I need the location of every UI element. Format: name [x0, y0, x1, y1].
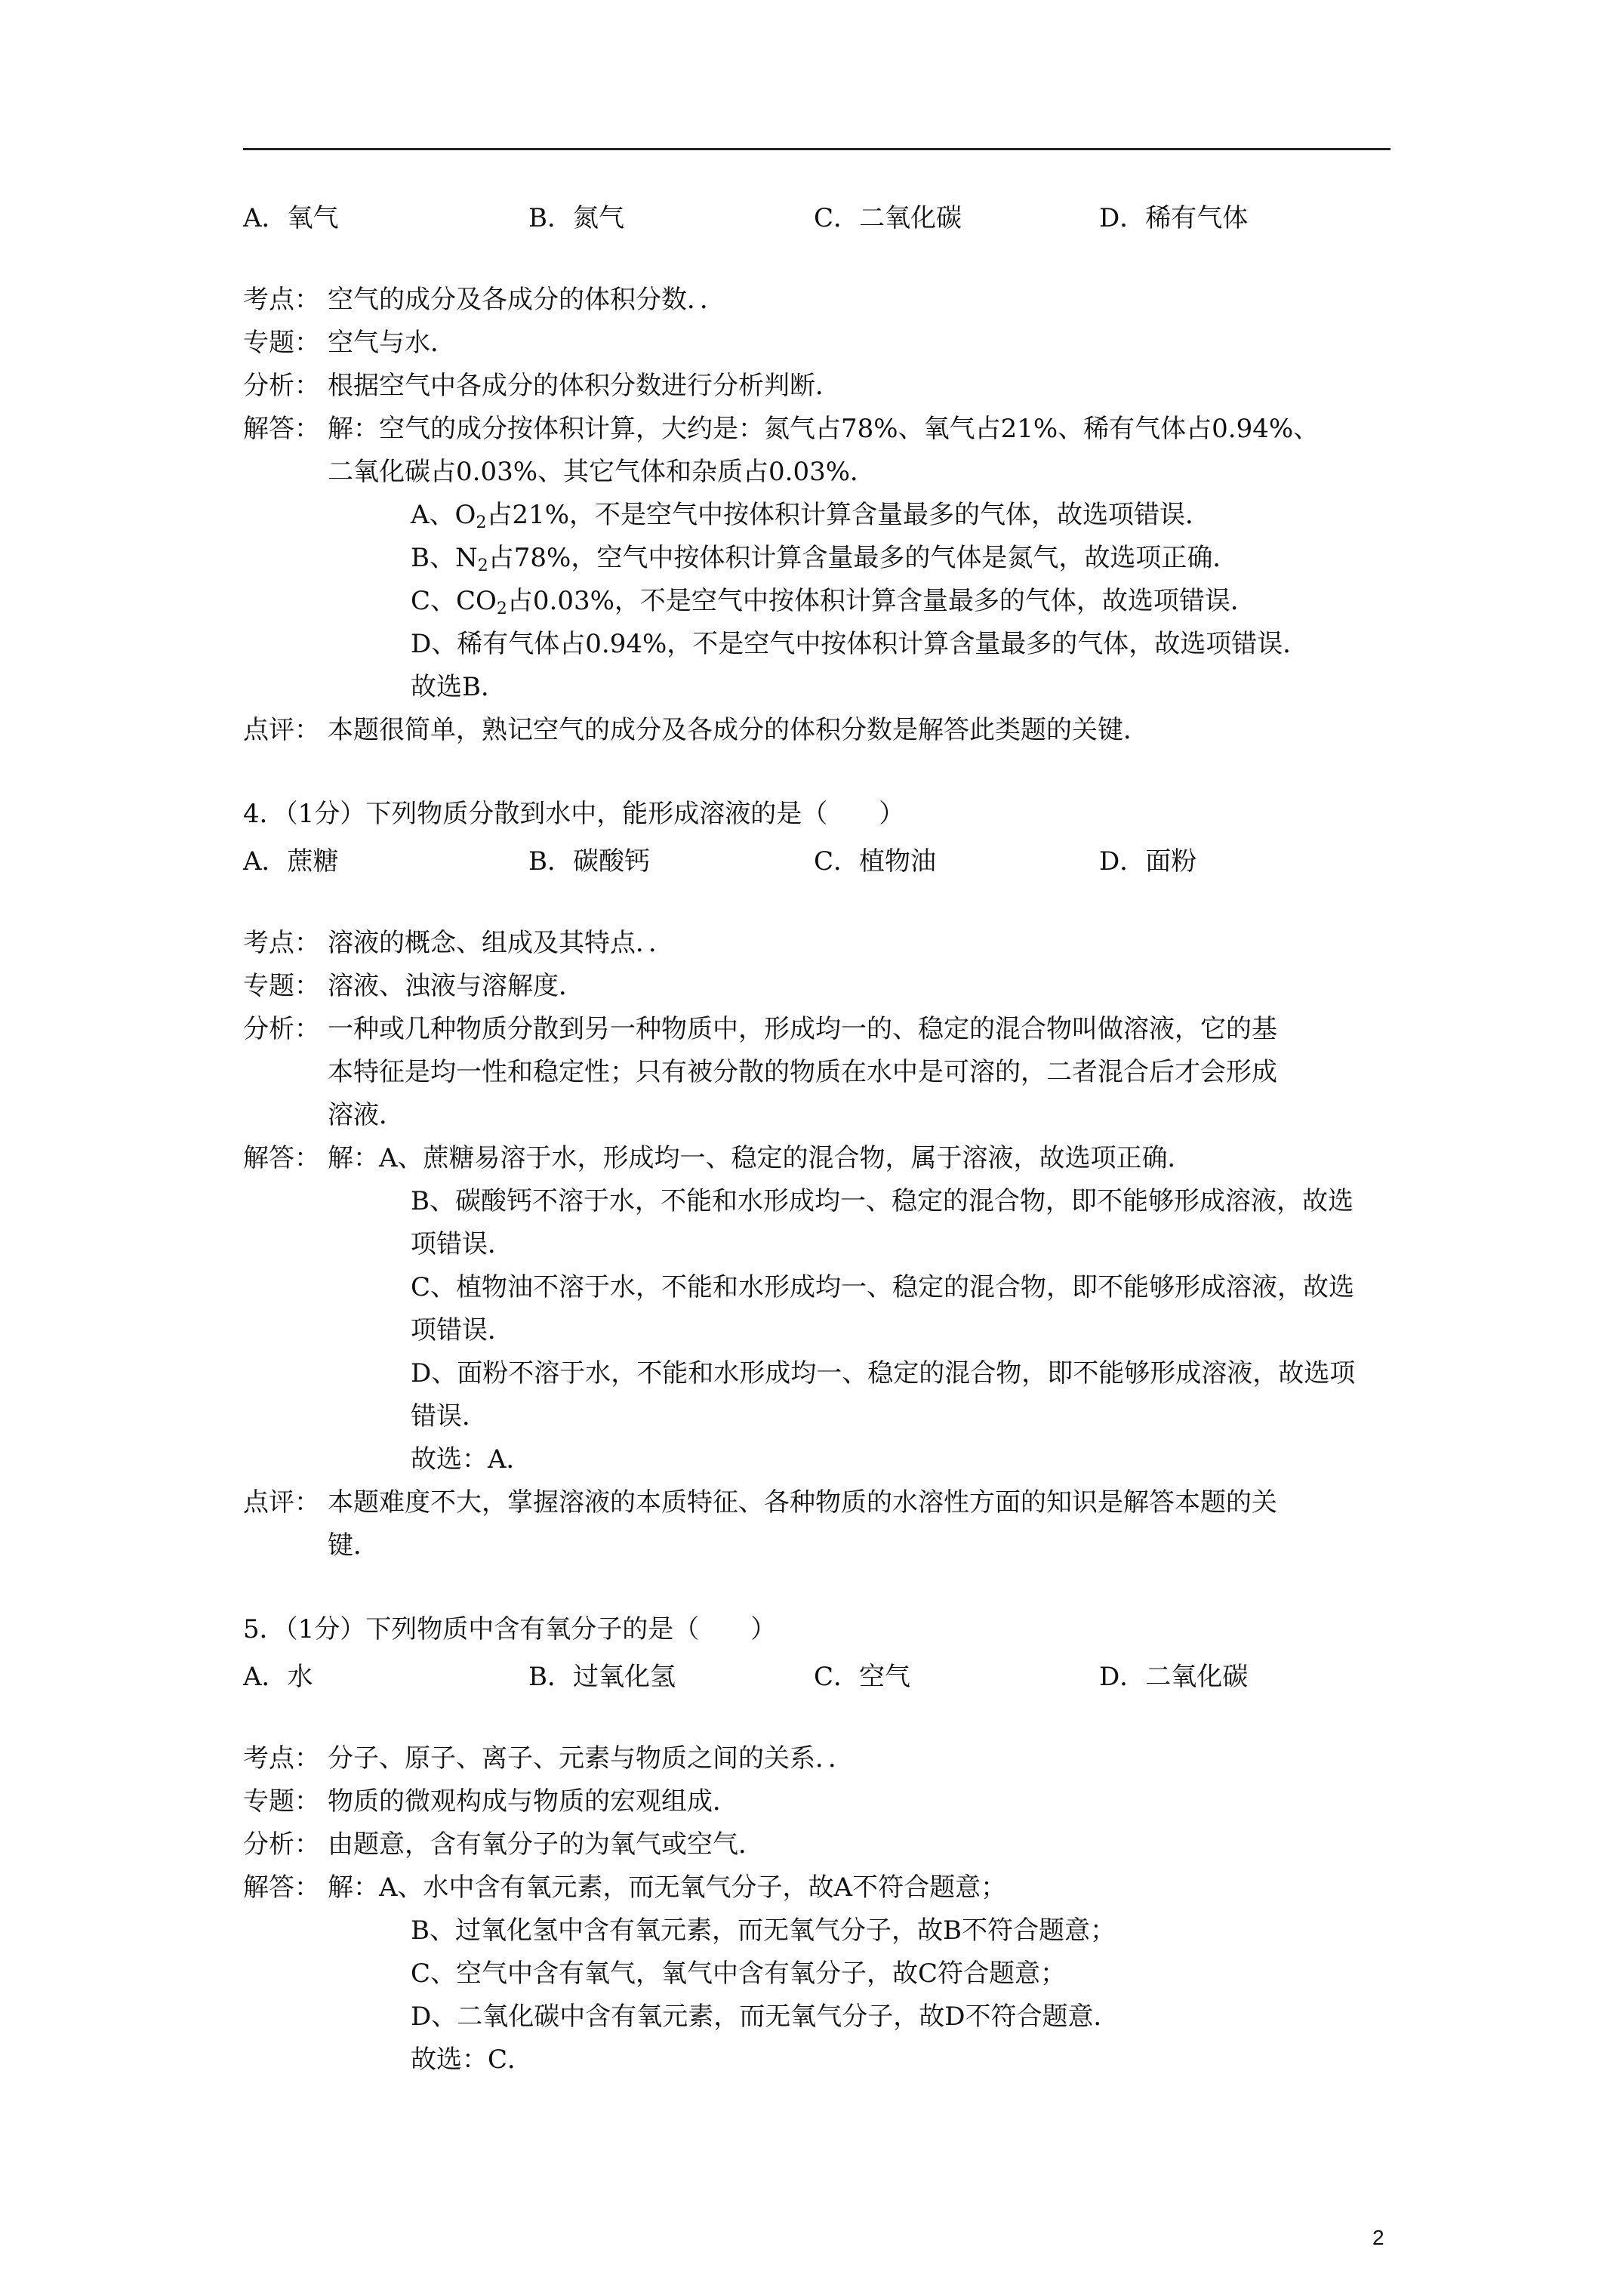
q4-choice: 故选：A．	[411, 1444, 532, 1475]
q5-option-c: C．空气	[814, 1661, 911, 1692]
page-number: 2	[1372, 2226, 1384, 2249]
q3-option-c-analysis: C、$CO_2$占0.03%，不是空气中按体积计算含量最多的气体，故选项错误．	[411, 586, 1256, 618]
q4-dianping: 点评： 本题难度不大，掌握溶液的本质特征、各种物质的水溶性方面的知识是解答本题的关 键．	[243, 1487, 1277, 1561]
q4-kaodian: 考点： 溶液的概念、组成及其特点．．	[243, 928, 674, 958]
q5-fenxi: 分析： 由题意，含有氧分子的为氧气或空气．	[243, 1829, 764, 1860]
q3-kaodian: 考点： 空气的成分及各成分的体积分数．．	[243, 285, 725, 315]
q3-option-c: C．二氧化碳	[814, 202, 962, 233]
q4-jieda: 解答： 解：A、蔗糖易溶于水，形成均一、稳定的混合物，属于溶液，故选项正确． B、碳酸钙不溶于水，不能和水形成均一、稳定的混合物，即不能够形成溶液，故选 项错误． C、植物油不溶于水，不能和水形成均一、稳定的混合物，即不能够形成溶液，故选 项错误． D、面粉不溶于水，不能和水形成均一、稳定的混合物，即不能够形成溶液，故选项 错误． 故选：A．	[243, 1137, 1390, 1481]
q5-option-d: D．二氧化碳	[1099, 1661, 1249, 1692]
q4-option-a: A．蔗糖	[243, 846, 339, 877]
q5-kaodian: 考点： 分子、原子、离子、元素与物质之间的关系．．	[243, 1743, 854, 1774]
q5-jieda: 解答： 解：A、水中含有氧元素，而无氧气分子，故A不符合题意； B、过氧化氢中含有氧元素，而无氧气分子，故B不符合题意； C、空气中含有氧气，氧气中含有氧分子，故C符合题意； D、二氧化碳中含有氧元素，而无氧气分子，故D不符合题意． 故选：C．	[243, 1866, 1390, 2082]
q5-option-b-analysis: B、过氧化氢中含有氧元素，而无氧气分子，故B不符合题意；	[411, 1915, 1116, 1946]
document-page	[243, 193, 1390, 2082]
q4-option-b: B．碳酸钙	[528, 846, 650, 877]
q3-jieda: 解答： 解：空气的成分按体积计算，大约是：氮气占78%、氧气占21%、稀有气体占0.94%、 二氧化碳占0.03%、其它气体和杂质占0.03%． A、$O_2$占21%，不是空气中按体积计算含量最多的气体，故选项错误． B、$N_2$占78%，空气中按体积计算含量最多的气体是氮气，故选项正确． C、$CO_2$占0.03%，不是空气中按体积计算含量最多的气体，故选项错误． D、稀有气体占0.94%，不是空气中按体积计算含量最多的气体，故选项错误． 故选B．	[243, 408, 1390, 709]
q3-option-b-analysis: B、$N_2$占78%，空气中按体积计算含量最多的气体是氮气，故选项正确．	[411, 543, 1239, 575]
q5-choice: 故选：C．	[411, 2045, 534, 2075]
q5-options	[243, 1651, 1390, 1697]
q3-choice: 故选B．	[411, 672, 507, 702]
q5-option-a: A．水	[243, 1661, 313, 1692]
q3-option-a-analysis: A、$O_2$占21%，不是空气中按体积计算含量最多的气体，故选项错误．	[411, 500, 1212, 532]
q5-option-d-analysis: D、二氧化碳中含有氧元素，而无氧气分子，故D不符合题意．	[411, 2002, 1119, 2032]
q4-option-b-analysis: B、碳酸钙不溶于水，不能和水形成均一、稳定的混合物，即不能够形成溶液，故选	[411, 1186, 1354, 1216]
q4-options	[243, 836, 1390, 881]
q3-option-a: A．氧气	[243, 202, 339, 233]
q5-option-b: B．过氧化氢	[528, 1661, 676, 1692]
q3-options	[243, 193, 1390, 238]
q3-dianping: 点评： 本题很简单，熟记空气的成分及各成分的体积分数是解答此类题的关键．	[243, 715, 1149, 745]
q3-option-d-analysis: D、稀有气体占0.94%，不是空气中按体积计算含量最多的气体，故选项错误．	[411, 629, 1309, 659]
q4-option-d: D．面粉	[1099, 846, 1197, 877]
q3-option-d: D．稀有气体	[1099, 202, 1249, 233]
q3-option-b: B．氮气	[528, 202, 624, 233]
q4-fenxi: 分析： 一种或几种物质分散到另一种物质中，形成均一的、稳定的混合物叫做溶液，它的基 本特征是均一性和稳定性；只有被分散的物质在水中是可溶的，二者混合后才会形成 溶液．	[243, 1014, 1277, 1130]
q5-option-c-analysis: C、空气中含有氧气，氧气中含有氧分子，故C符合题意；	[411, 1959, 1067, 1989]
header-rule	[243, 148, 1390, 150]
q4-zhuanti: 专题： 溶液、浊液与溶解度．	[243, 971, 584, 1001]
q4-option-c-analysis: C、植物油不溶于水，不能和水形成均一、稳定的混合物，即不能够形成溶液，故选	[411, 1272, 1355, 1302]
q5-zhuanti: 专题： 物质的微观构成与物质的宏观组成．	[243, 1786, 738, 1817]
q4-option-c: C．植物油	[814, 846, 937, 877]
q5-question: 5．（1分）下列物质中含有氧分子的是（ ）	[243, 1614, 777, 1644]
q4-question: 4．（1分）下列物质分散到水中，能形成溶液的是（ ）	[243, 799, 905, 829]
q3-fenxi: 分析： 根据空气中各成分的体积分数进行分析判断．	[243, 371, 841, 401]
q4-option-d-analysis: D、面粉不溶于水，不能和水形成均一、稳定的混合物，即不能够形成溶液，故选项	[411, 1358, 1356, 1388]
q3-zhuanti: 专题： 空气与水．	[243, 328, 456, 358]
